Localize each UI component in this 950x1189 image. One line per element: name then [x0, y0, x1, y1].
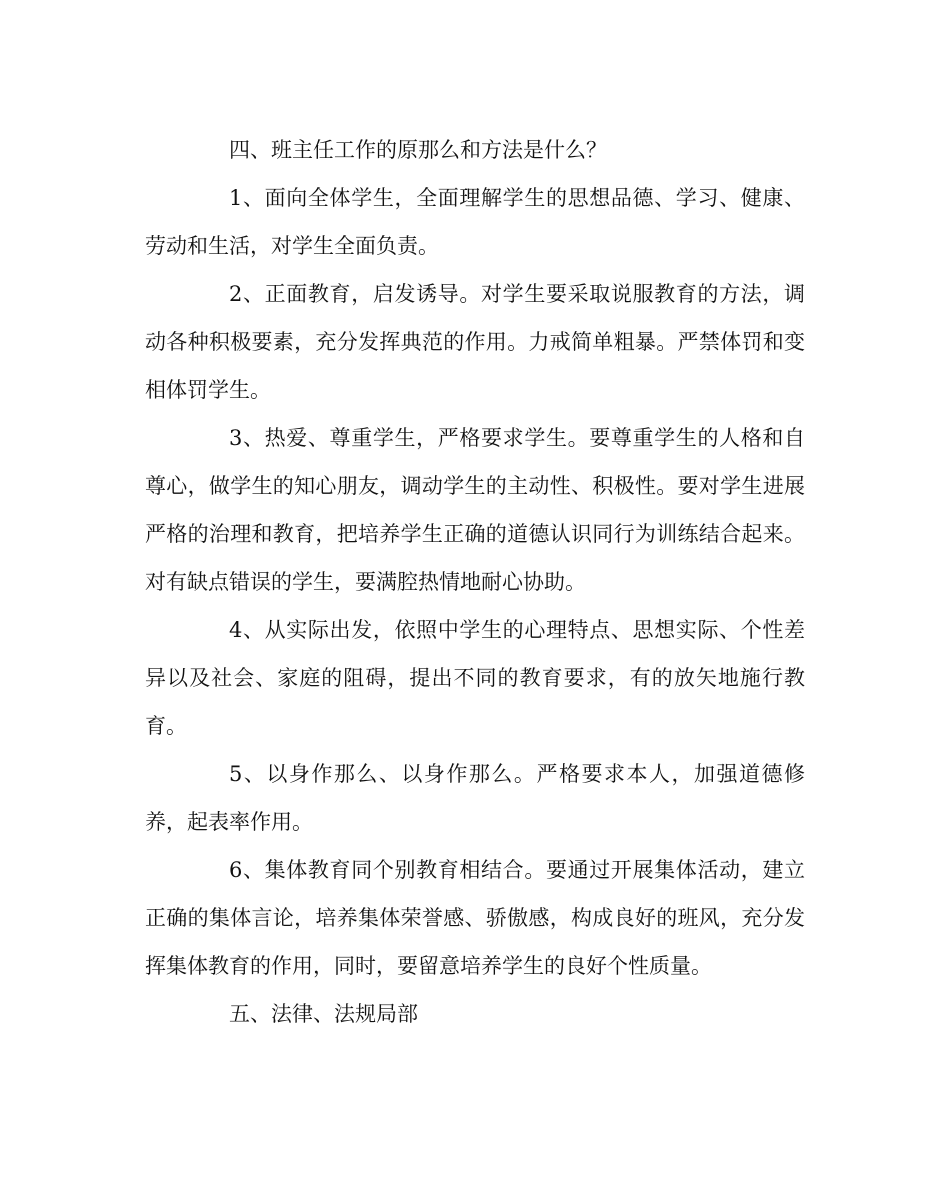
section-five-heading: 五、法律、法规局部: [229, 1002, 418, 1026]
principle-paragraph-2: 2、正面教育，启发诱导。对学生要采取说服教育的方法，调动各种积极要素，充分发挥典范的作用。力戒简单粗暴。严禁体罚和变相体罚学生。: [145, 282, 805, 402]
principle-paragraph-5: 5、以身作那么、以身作那么。严格要求本人，加强道德修养，起表率作用。: [145, 762, 805, 834]
principle-paragraph-1: 1、面向全体学生，全面理解学生的思想品德、学习、健康、劳动和生活，对学生全面负责。: [145, 186, 805, 258]
section-four-heading: 四、班主任工作的原那么和方法是什么？: [229, 138, 607, 162]
principle-paragraph-6: 6、集体教育同个别教育相结合。要通过开展集体活动，建立正确的集体言论，培养集体荣誉感、骄傲感，构成良好的班风，充分发挥集体教育的作用，同时，要留意培养学生的良好个性质量。: [145, 858, 805, 978]
principle-paragraph-3: 3、热爱、尊重学生，严格要求学生。要尊重学生的人格和自尊心，做学生的知心朋友，调动学生的主动性、积极性。要对学生进展严格的治理和教育，把培养学生正确的道德认识同行为训练结合起来。对有缺点错误的学生，要满腔热情地耐心协助。: [145, 426, 805, 594]
document-body: [145, 126, 805, 1038]
principle-paragraph-4: 4、从实际出发，依照中学生的心理特点、思想实际、个性差异以及社会、家庭的阻碍，提出不同的教育要求，有的放矢地施行教育。: [145, 618, 805, 738]
